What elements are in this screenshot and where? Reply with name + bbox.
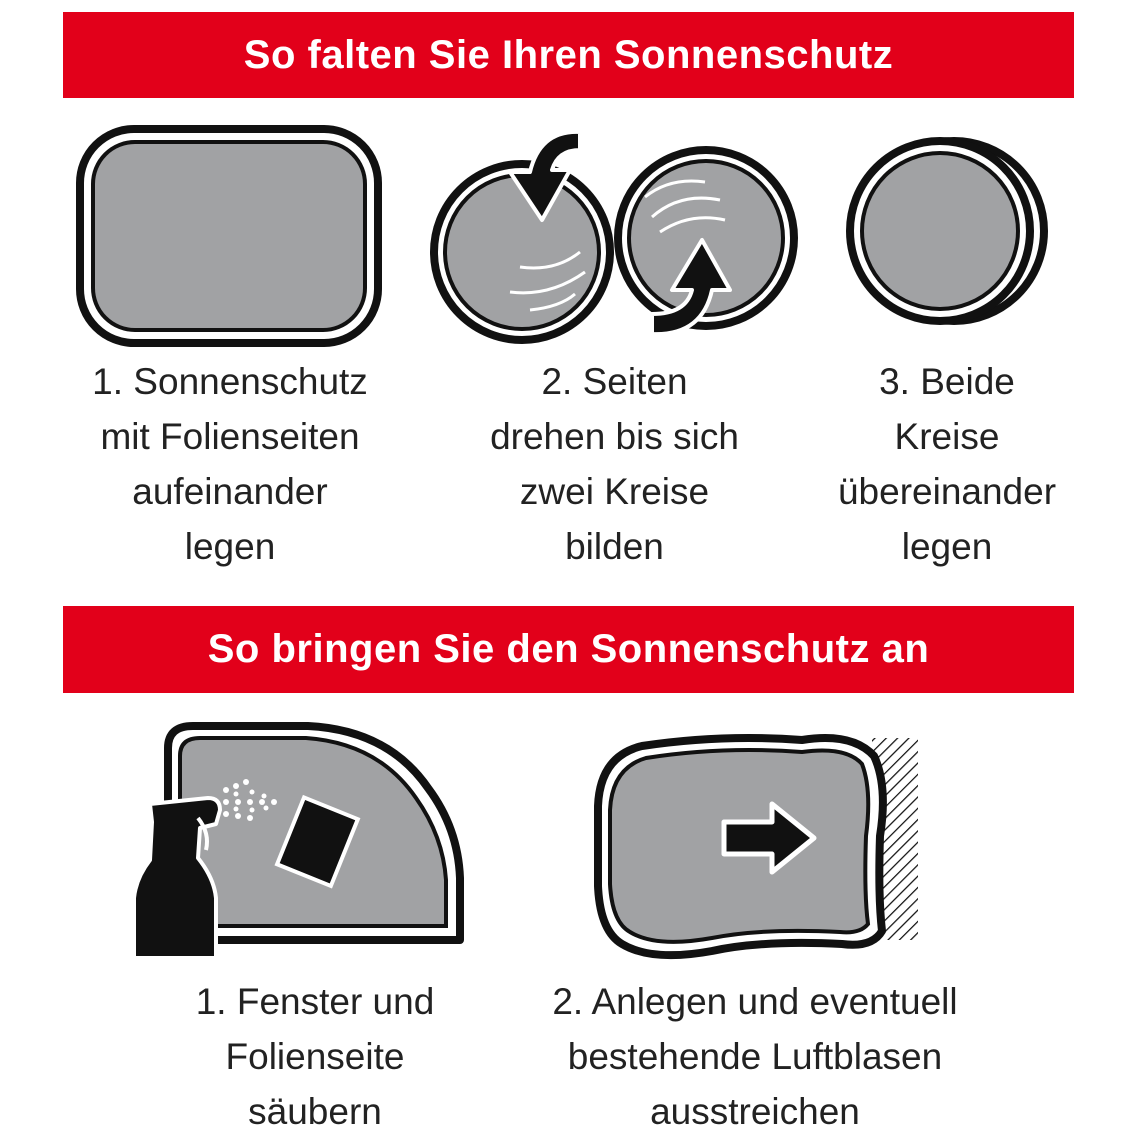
rounded-rectangle-shade-icon — [76, 125, 382, 347]
smooth-out-arrow-icon — [592, 726, 932, 966]
attach-step-1-text: 1. Fenster und Folienseite säubern — [195, 981, 435, 1132]
fold-step-2-text: 2. Seiten drehen bis sich zwei Kreise bilden — [490, 361, 739, 567]
attach-section-title: So bringen Sie den Sonnenschutz an — [63, 606, 1074, 693]
fold-step-1-text: 1. Sonnenschutz mit Folienseiten aufeinander legen — [92, 361, 368, 567]
stacked-circles-icon — [842, 136, 1052, 326]
fold-section-title: So falten Sie Ihren Sonnenschutz — [63, 12, 1074, 98]
fold-step-3-text: 3. Beide Kreise übereinander legen — [837, 361, 1057, 567]
attach-step-2-text: 2. Anlegen und eventuell bestehende Luftblasen ausstreichen — [552, 981, 958, 1132]
twist-two-circles-icon — [430, 122, 800, 342]
spray-bottle-window-icon — [128, 718, 468, 963]
